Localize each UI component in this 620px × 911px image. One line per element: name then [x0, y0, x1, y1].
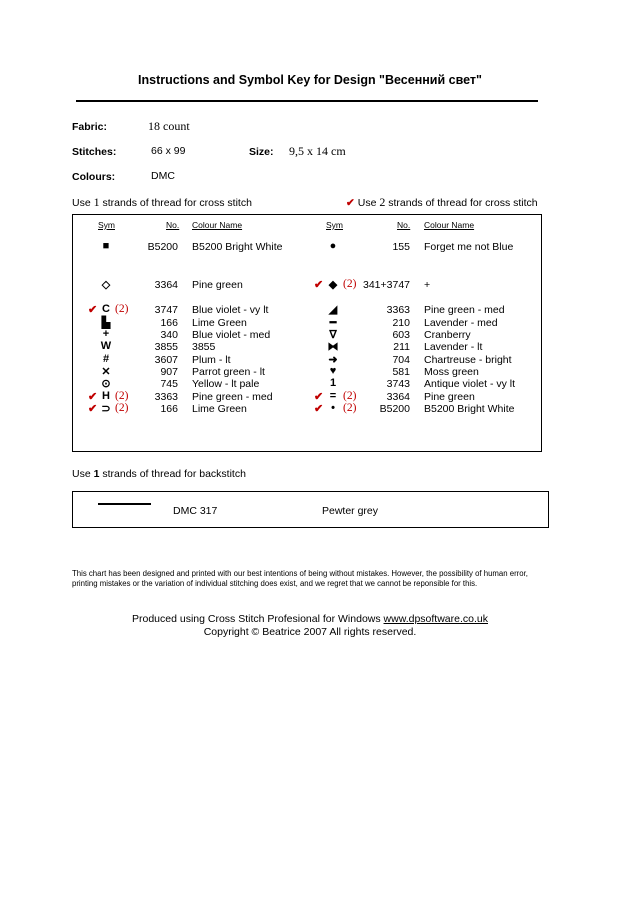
colour-number: 3743 [386, 378, 410, 390]
fabric-label: Fabric: [72, 121, 108, 133]
colour-number: 210 [392, 317, 410, 329]
colour-number: 603 [392, 329, 410, 341]
backstitch-colour-name: Pewter grey [322, 505, 379, 517]
size-label: Size: [249, 146, 274, 158]
symbol-icon: W [100, 340, 112, 352]
header-no-right: No. [397, 220, 411, 230]
title-divider [76, 100, 538, 102]
checkmark-icon: ✔ [88, 304, 98, 316]
header-sym-left: Sym [98, 220, 115, 230]
colour-name: Lavender - lt [424, 341, 483, 353]
colour-name: Lavender - med [424, 317, 498, 329]
cross-stitch-1-strand-note: Use 1 strands of thread for cross stitch [72, 195, 252, 209]
symbol-icon: ◢ [328, 304, 338, 316]
colour-name: 3855 [192, 341, 216, 353]
symbol-icon: ⧓ [327, 341, 339, 353]
header-sym-right: Sym [326, 220, 343, 230]
colour-number: 155 [392, 241, 410, 253]
disclaimer-text: This chart has been designed and printed with our best intentions of being without mistakes. However, the possibility of human error, printing mistakes or the variation of individual stitching does exist, and we regret that we cannot be reponsible for this. [72, 569, 528, 588]
stitches-value: 66 x 99 [151, 145, 186, 157]
symbol-icon: ▙ [101, 317, 111, 329]
colour-name: Blue violet - vy lt [192, 304, 269, 316]
colour-name: Blue violet - med [192, 329, 271, 341]
symbol-icon: # [102, 353, 110, 365]
colour-name: Plum - lt [192, 354, 231, 366]
colour-name: Chartreuse - bright [424, 354, 512, 366]
colour-name: + [424, 279, 431, 291]
symbol-icon: ⊙ [101, 378, 111, 390]
backstitch-number: DMC 317 [173, 505, 218, 517]
checkmark-icon: ✔ [346, 197, 355, 209]
software-link[interactable]: www.dpsoftware.co.uk [383, 613, 488, 625]
header-no-left: No. [166, 220, 180, 230]
colour-name: Yellow - lt pale [192, 378, 260, 390]
two-strand-marker: (2) [115, 402, 129, 414]
two-strand-marker: (2) [115, 390, 129, 402]
footer [0, 613, 620, 639]
colour-name: Lime Green [192, 317, 247, 329]
colour-number: 704 [392, 354, 410, 366]
colour-name: Lime Green [192, 403, 247, 415]
colours-label: Colours: [72, 171, 116, 183]
colour-name: Pine green [192, 279, 243, 291]
symbol-icon: ⊃ [101, 403, 111, 415]
symbol-icon: H [102, 390, 110, 402]
colour-name: Pine green [424, 391, 475, 403]
stitches-label: Stitches: [72, 146, 117, 158]
header-name-left: Colour Name [192, 220, 243, 230]
symbol-icon: ✕ [101, 366, 111, 378]
header-name-right: Colour Name [424, 220, 475, 230]
colour-number: 166 [160, 317, 178, 329]
two-strand-marker: (2) [343, 402, 357, 414]
colour-name: B5200 Bright White [424, 403, 515, 415]
colour-number: 166 [160, 403, 178, 415]
colours-value: DMC [151, 170, 175, 182]
symbol-icon: C [102, 303, 110, 315]
size-value: 9,5 x 14 cm [289, 144, 346, 158]
colour-number: B5200 [379, 403, 410, 415]
colour-number: 211 [393, 341, 410, 353]
fabric-value: 18 count [148, 119, 190, 133]
colour-number: 3364 [386, 391, 410, 403]
two-strand-marker: (2) [115, 303, 129, 315]
colour-number: 3747 [154, 304, 178, 316]
symbol-icon: ◇ [101, 279, 111, 291]
symbol-icon: ■ [102, 240, 110, 252]
colour-number: 3363 [154, 391, 178, 403]
checkmark-icon: ✔ [314, 391, 324, 403]
two-strand-marker: (2) [343, 278, 357, 290]
colour-name: Pine green - med [424, 304, 505, 316]
backstitch-note: Use 1 strands of thread for backstitch [72, 468, 246, 480]
cross-stitch-2-strand-note: ✔ Use 2 strands of thread for cross stitch [346, 195, 538, 209]
checkmark-icon: ✔ [314, 403, 324, 415]
colour-number: 907 [160, 366, 178, 378]
symbol-icon: ◆ [328, 279, 338, 291]
colour-number: 745 [160, 378, 178, 390]
colour-number: 3607 [154, 354, 178, 366]
symbol-icon: + [102, 328, 110, 340]
colour-number: 3363 [386, 304, 410, 316]
colour-name: Antique violet - vy lt [424, 378, 516, 390]
colour-number: 3364 [154, 279, 178, 291]
symbol-icon: 1 [329, 377, 337, 389]
symbol-icon: ➜ [328, 354, 338, 366]
colour-number: 341+3747 [362, 279, 410, 291]
checkmark-icon: ✔ [88, 391, 98, 403]
colour-name: Parrot green - lt [192, 366, 265, 378]
colour-name: Forget me not Blue [424, 241, 514, 253]
colour-name: Cranberry [424, 329, 471, 341]
symbol-icon: ● [329, 240, 337, 252]
checkmark-icon: ✔ [88, 403, 98, 415]
symbol-icon: ♥ [329, 365, 337, 377]
checkmark-icon: ✔ [314, 279, 324, 291]
symbol-icon: • [331, 402, 335, 414]
backstitch-table [72, 491, 549, 528]
colour-name: Moss green [424, 366, 479, 378]
symbol-icon: ━ [329, 317, 337, 329]
page-title: Instructions and Symbol Key for Design "Весенний свет" [138, 73, 482, 87]
colour-number: 581 [392, 366, 410, 378]
produced-line: Produced using Cross Stitch Profesional for Windows www.dpsoftware.co.uk [132, 613, 488, 625]
two-strand-marker: (2) [343, 390, 357, 402]
symbol-icon: ∇ [329, 329, 337, 341]
colour-name: B5200 Bright White [192, 241, 283, 253]
symbol-icon: = [329, 390, 337, 402]
copyright-line: Copyright © Beatrice 2007 All rights reserved. [203, 626, 417, 638]
backstitch-line-sample [98, 503, 151, 505]
colour-name: Pine green - med [192, 391, 273, 403]
colour-number: 340 [160, 329, 178, 341]
colour-number: B5200 [147, 241, 178, 253]
colour-number: 3855 [154, 341, 178, 353]
